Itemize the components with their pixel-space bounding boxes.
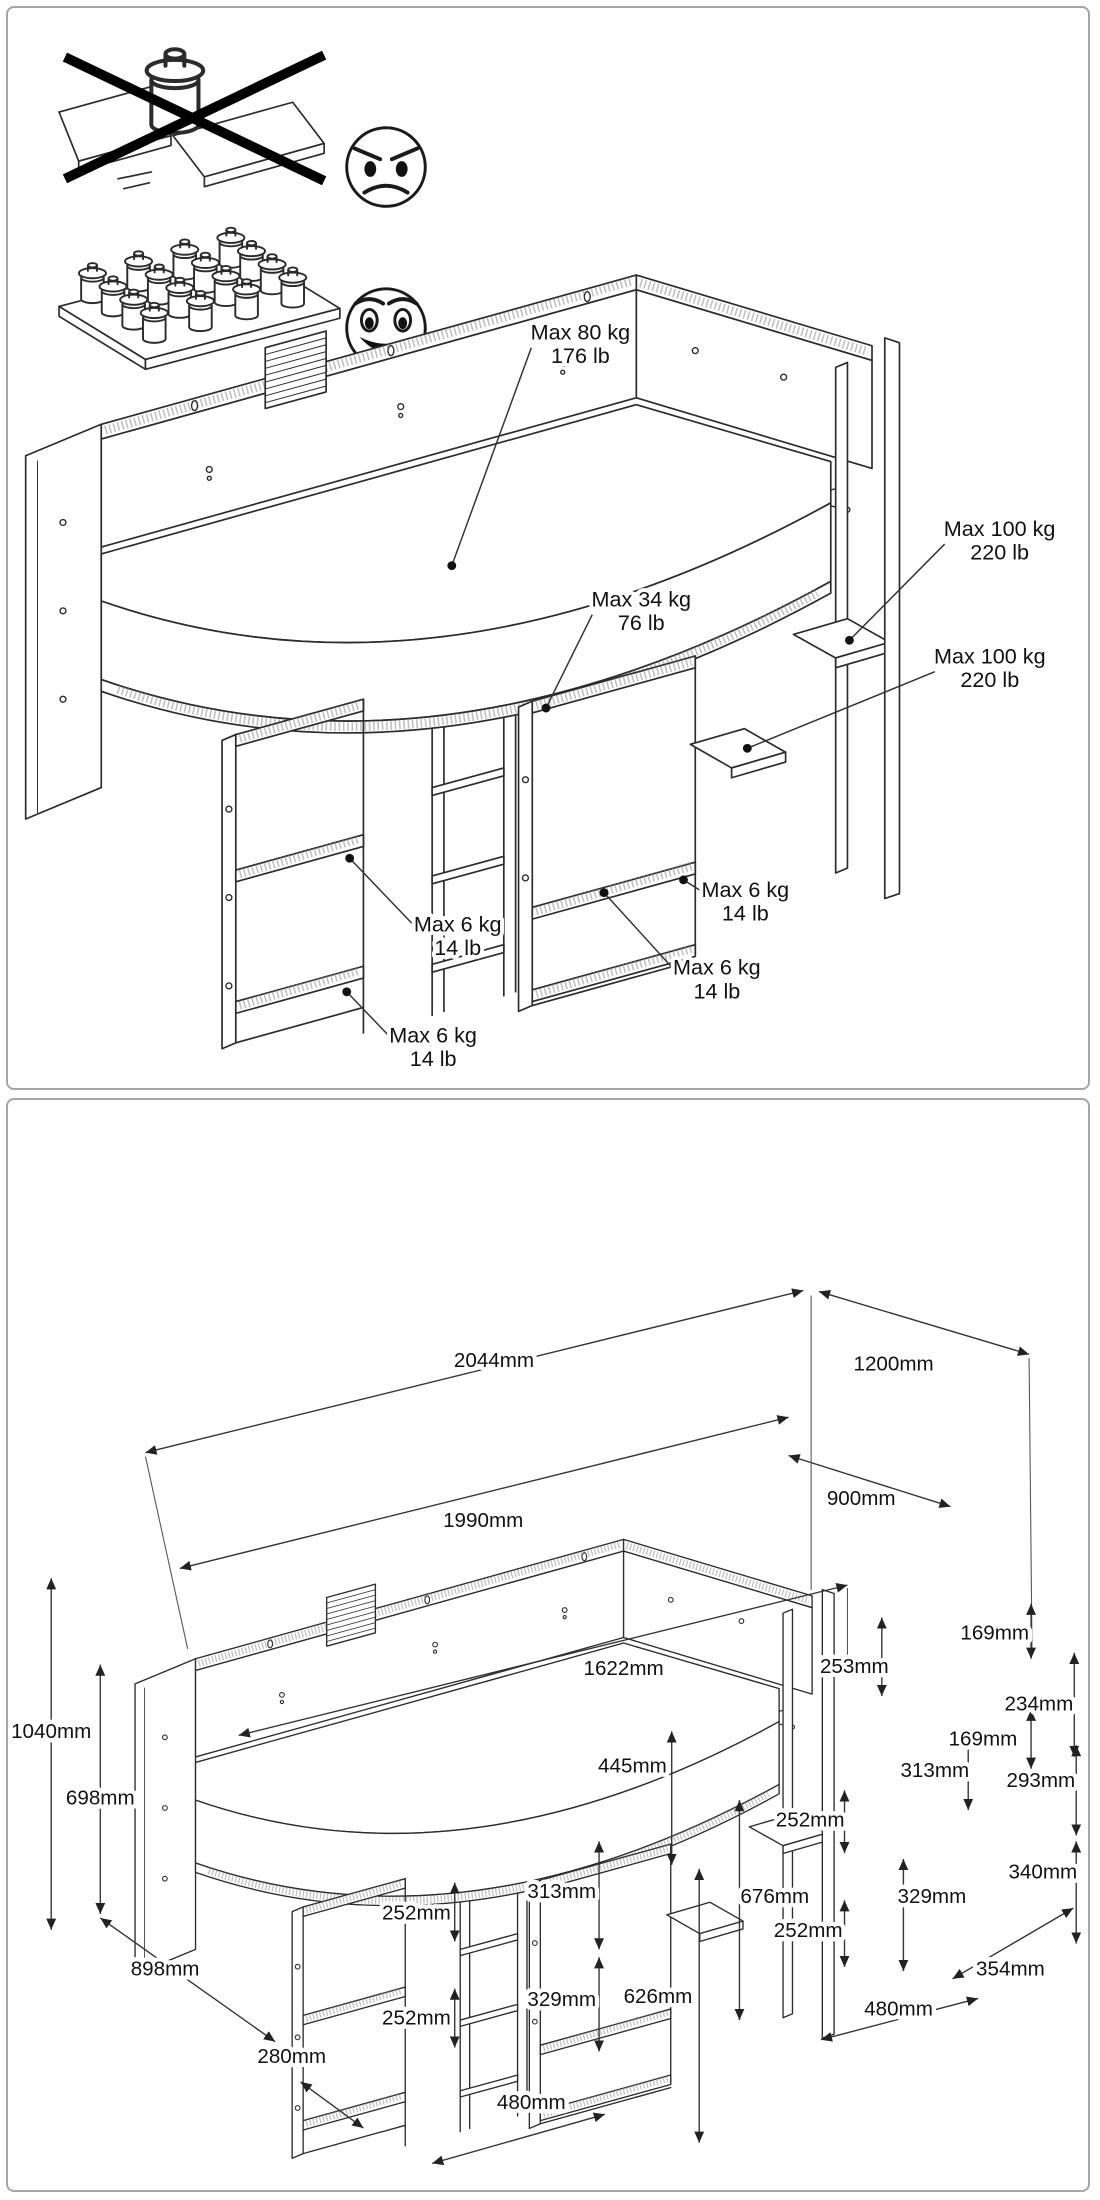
dimension-label: 1040mm (11, 1719, 92, 1743)
weight-limit-lb: 14 lb (721, 900, 769, 926)
weight-limit-kg: Max 100 kg (933, 643, 1046, 669)
leader-dot (542, 704, 551, 713)
leader-dot (600, 888, 609, 897)
dimension-label: 354mm (976, 1957, 1045, 1981)
weight-limit-lb: 220 lb (970, 539, 1030, 565)
dimension-label: 445mm (598, 1754, 667, 1778)
dimension-label: 1200mm (853, 1352, 934, 1376)
dimension-label: 480mm (496, 2091, 566, 2115)
dimension-label: 169mm (948, 1727, 1018, 1751)
weight-limit-kg: Max 6 kg (673, 954, 761, 980)
leader-dot (342, 987, 351, 996)
dimension-label: 169mm (960, 1621, 1030, 1645)
leader-line (604, 893, 674, 970)
dimension-label: 1990mm (443, 1508, 524, 1532)
dimension-label: 480mm (864, 1997, 933, 2021)
dimension-label: 698mm (65, 1786, 135, 1810)
dimension-label: 900mm (826, 1487, 896, 1511)
leader-dot (447, 561, 456, 570)
dimension-label: 253mm (819, 1655, 889, 1679)
leader-dot (679, 875, 688, 884)
dimension-panel (6, 1098, 1090, 2192)
dimension-label: 626mm (623, 1984, 693, 2008)
weight-limit-kg: Max 34 kg (591, 586, 692, 612)
small-weight-icon (187, 291, 214, 331)
dimension-label: 252mm (773, 1919, 843, 1943)
dimension-label: 313mm (527, 1879, 597, 1903)
dimension-label: 898mm (130, 1957, 200, 1981)
leader-dot (845, 636, 854, 645)
dimension-label: 234mm (1004, 1692, 1074, 1716)
angry-face-icon (347, 128, 426, 207)
small-weight-icon (279, 267, 306, 307)
weight-limit-kg: Max 100 kg (943, 515, 1056, 541)
weight-limit-figure (8, 8, 1088, 1088)
dimension-figure (8, 1100, 1088, 2190)
dimension-label: 280mm (257, 2044, 327, 2068)
weight-limit-kg: Max 6 kg (701, 877, 790, 903)
weight-limit-lb: 14 lb (693, 978, 741, 1004)
leader-line (350, 858, 415, 926)
weight-limit-lb: 76 lb (617, 610, 665, 636)
weight-limit-lb: 14 lb (409, 1046, 457, 1072)
dimension-label: 252mm (382, 2006, 451, 2030)
dimension-label: 340mm (1008, 1860, 1078, 1884)
small-weight-icon (141, 303, 168, 343)
dimension-label: 313mm (900, 1759, 970, 1783)
prohibited-load-illustration (59, 49, 324, 188)
dimension-label: 676mm (740, 1884, 810, 1908)
weight-limit-kg: Max 6 kg (389, 1022, 477, 1048)
dimension-label: 252mm (775, 1808, 845, 1832)
weight-limit-callout (845, 516, 1055, 645)
dimension-label: 329mm (527, 1987, 597, 2011)
weight-limit-callout (342, 987, 477, 1071)
dimension-label: 293mm (1006, 1768, 1076, 1792)
weight-limit-kg: Max 6 kg (413, 911, 502, 937)
weight-limit-panel (6, 6, 1090, 1090)
small-weight-icon (233, 279, 260, 319)
leader-line (347, 992, 390, 1037)
weight-limit-lb: 14 lb (434, 935, 482, 961)
weight-limit-lb: 176 lb (550, 343, 610, 369)
weight-limit-lb: 220 lb (960, 667, 1020, 693)
dimension-label: 252mm (382, 1901, 451, 1925)
leader-dot (743, 744, 752, 753)
weight-limit-kg: Max 80 kg (530, 319, 631, 345)
dimension-label: 1622mm (583, 1657, 664, 1681)
dimension-label: 329mm (897, 1884, 967, 1908)
dimension-label: 2044mm (453, 1348, 535, 1372)
leader-dot (345, 854, 354, 863)
